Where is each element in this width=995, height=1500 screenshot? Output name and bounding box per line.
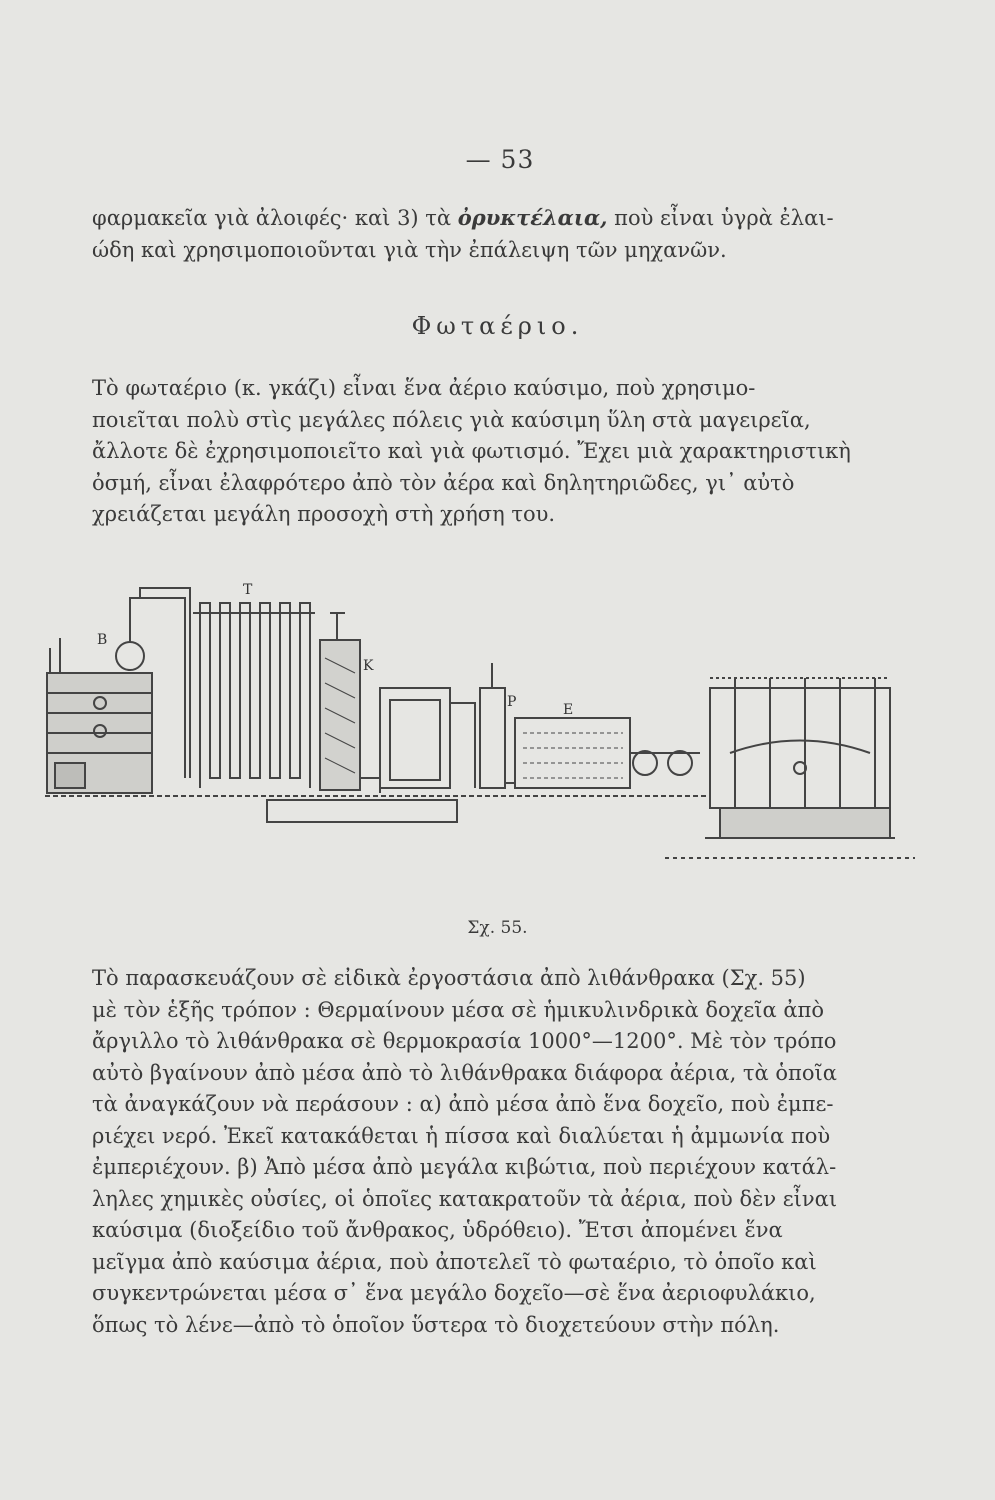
- paragraph-2-line: ἄργιλλο τὸ λιθάνθρακα σὲ θερμοκρασία 1000°—1200°. Μὲ τὸν τρόπο: [92, 1029, 837, 1053]
- label-b: B: [97, 632, 108, 648]
- label-t: T: [243, 582, 253, 598]
- paragraph-2-line: Τὸ παρασκευάζουν σὲ εἰδικὰ ἐργοστάσια ἀπὸ λιθάνθρακα (Σχ. 55): [92, 966, 806, 990]
- washer-box: [380, 688, 475, 788]
- intro-line-1-end: ποὺ εἶναι ὑγρὰ ἐλαι-: [607, 206, 834, 230]
- paragraph-1-line: χρειάζεται μεγάλη προσοχὴ στὴ χρήση του.: [92, 502, 556, 526]
- scrubber-column: [320, 613, 380, 793]
- purifier-tank: [515, 718, 630, 788]
- paragraph-2-line: συγκεντρώνεται μέσα σ᾽ ἕνα μεγάλο δοχεῖο—σὲ ἕνα ἀεριοφυλάκιο,: [92, 1281, 816, 1305]
- page-number: — 53: [465, 145, 535, 174]
- paragraph-1-line: ποιεῖται πολὺ στὶς μεγάλες πόλεις γιὰ καύσιμη ὕλη στὰ μαγειρεῖα,: [92, 407, 811, 432]
- retort-furnace: [47, 638, 152, 793]
- label-p: P: [507, 694, 517, 710]
- paragraph-1: [92, 373, 890, 531]
- intro-line-1-start: φαρμακεῖα γιὰ ἀλοιφές· καὶ 3) τὰ: [92, 206, 458, 230]
- term-oryktelaia: ὀρυκτέλαια,: [457, 205, 608, 230]
- gasholder: [705, 678, 895, 838]
- paragraph-1-line: ἄλλοτε δὲ ἐχρησιμοποιεῖτο καὶ γιὰ φωτισμό. Ἔχει μιὰ χαρακτηριστικὴ: [92, 439, 851, 463]
- paragraph-2-line: ριέχει νερό. Ἐκεῖ κατακάθεται ἡ πίσσα καὶ διαλύεται ἡ ἀμμωνία ποὺ: [92, 1123, 831, 1148]
- gas-meter: [630, 751, 700, 775]
- paragraph-1-line: Τὸ φωταέριο (κ. γκάζι) εἶναι ἕνα ἀέριο καύσιμο, ποὺ χρησιμο-: [92, 376, 756, 400]
- label-k: K: [363, 658, 374, 674]
- paragraph-2-line: μεῖγμα ἀπὸ καύσιμα ἀέρια, ποὺ ἀποτελεῖ τὸ φωταέριο, τὸ ὁποῖο καὶ: [92, 1249, 817, 1274]
- paragraph-2-line: ληλες χημικὲς οὐσίες, οἱ ὁποῖες κατακρατοῦν τὰ ἀέρια, ποὺ δὲν εἶναι: [92, 1186, 838, 1211]
- intro-line-2: ώδη καὶ χρησιμοποιοῦνται γιὰ τὴν ἐπάλειψη τῶν μηχανῶν.: [92, 237, 727, 262]
- paragraph-2: [92, 963, 890, 1341]
- paragraph-2-line: μὲ τὸν ἑξῆς τρόπον : Θερμαίνουν μέσα σὲ ἡμικυλινδρικὰ δοχεῖα ἀπὸ: [92, 997, 824, 1022]
- label-e: E: [563, 702, 574, 718]
- paragraph-2-line: τὰ ἀναγκάζουν νὰ περάσουν : α) ἀπὸ μέσα ἀπὸ ἕνα δοχεῖο, ποὺ ἐμπε-: [92, 1092, 834, 1116]
- paragraph-2-line: ὅπως τὸ λένε—ἀπὸ τὸ ὁποῖον ὕστερα τὸ διοχετεύουν στὴν πόλη.: [92, 1312, 780, 1337]
- paragraph-1-line: ὀσμή, εἶναι ἐλαφρότερο ἀπὸ τὸν ἀέρα καὶ δηλητηριῶδες, γι᾽ αὐτὸ: [92, 470, 795, 495]
- purifier: [480, 663, 515, 788]
- figure-caption: Σχ. 55.: [467, 918, 528, 938]
- gas-works-illustration: [45, 578, 925, 878]
- intro-line-1: [92, 202, 890, 235]
- paragraph-2-line: καύσιμα (διοξείδιο τοῦ ἄνθρακος, ὑδρόθειο). Ἔτσι ἀπομένει ἕνα: [92, 1218, 783, 1242]
- intro-paragraph: [92, 202, 890, 266]
- paragraph-2-line: αὐτὸ βγαίνουν ἀπὸ μέσα ἀπὸ τὸ λιθάνθρακα διάφορα ἀέρια, τὰ ὁποῖα: [92, 1060, 837, 1085]
- paragraph-2-line: ἐμπεριέχουν. β) Ἀπὸ μέσα ἀπὸ μεγάλα κιβώτια, ποὺ περιέχουν κατάλ-: [92, 1155, 837, 1179]
- section-heading: Φωταέριο.: [411, 312, 584, 340]
